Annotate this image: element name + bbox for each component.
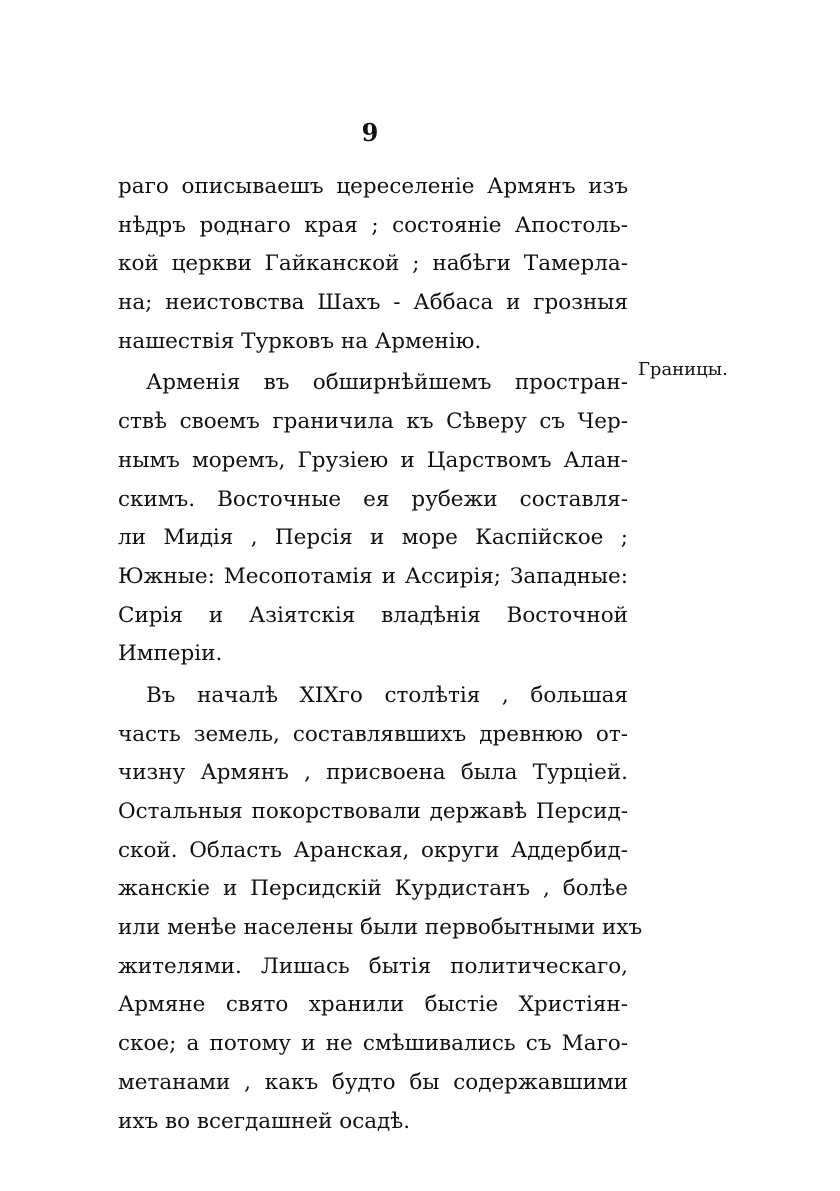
text-line: чизну Армянъ , присвоена была Турціей. — [118, 760, 628, 786]
paragraph-2 — [118, 364, 628, 674]
text-line: нѣдръ роднаго края ; состояніе Апостоль- — [118, 212, 628, 238]
text-line: на; неистовства Шахъ - Аббаса и грозныя — [118, 290, 628, 316]
text-line: ское; а потому и не смѣшивались съ Маго- — [118, 1031, 628, 1057]
text-line: Имперіи. — [118, 641, 223, 667]
text-line: метанами , какъ будто бы содержавшими — [118, 1069, 628, 1095]
text-line: часть земель, составлявшихъ древнюю от- — [118, 721, 628, 747]
text-line: ской. Область Аранская, округи Аддербид- — [118, 837, 628, 863]
text-line: ихъ во всегдашней осадѣ. — [118, 1108, 411, 1134]
text-line: кой церкви Гайканской ; набѣги Тамерла- — [118, 251, 628, 277]
text-line: Арменія въ обширнѣйшемъ простран- — [146, 370, 628, 396]
page-number: 9 — [361, 118, 379, 147]
text-line: скимъ. Восточные ея рубежи составля- — [118, 486, 628, 512]
text-line: ствѣ своемъ граничила къ Сѣверу съ Чер- — [118, 409, 628, 435]
body-text — [118, 168, 643, 1144]
text-line: Остальныя покорствовали державѣ Персид- — [118, 799, 628, 824]
paragraph-1 — [118, 168, 628, 361]
text-line: Въ началѣ XIXго столѣтія , большая — [146, 682, 628, 708]
text-line: или менѣе населены были первобытными ихъ — [118, 915, 643, 941]
text-line: жанскіе и Персидскій Курдистанъ , болѣе — [118, 876, 628, 902]
margin-note: Границы. — [638, 359, 728, 380]
text-line: нашествія Турковъ на Арменію. — [118, 328, 482, 354]
text-line: Армяне свято хранили быстіе Христіян- — [118, 992, 628, 1018]
text-line: нымъ моремъ, Грузіею и Царствомъ Алан- — [118, 447, 628, 473]
text-line: Южные: Месопотамія и Ассирія; Западные: — [118, 563, 628, 589]
paragraph-3 — [118, 677, 643, 1141]
text-line: Сирія и Азіятскія владѣнія Восточной — [118, 602, 628, 628]
text-line: жителями. Лишась бытія политическаго, — [118, 953, 628, 979]
text-line: ли Мидія , Персія и море Каспійское ; — [118, 525, 628, 551]
text-line: раго описываешъ цереселеніе Армянъ изъ — [118, 174, 628, 199]
